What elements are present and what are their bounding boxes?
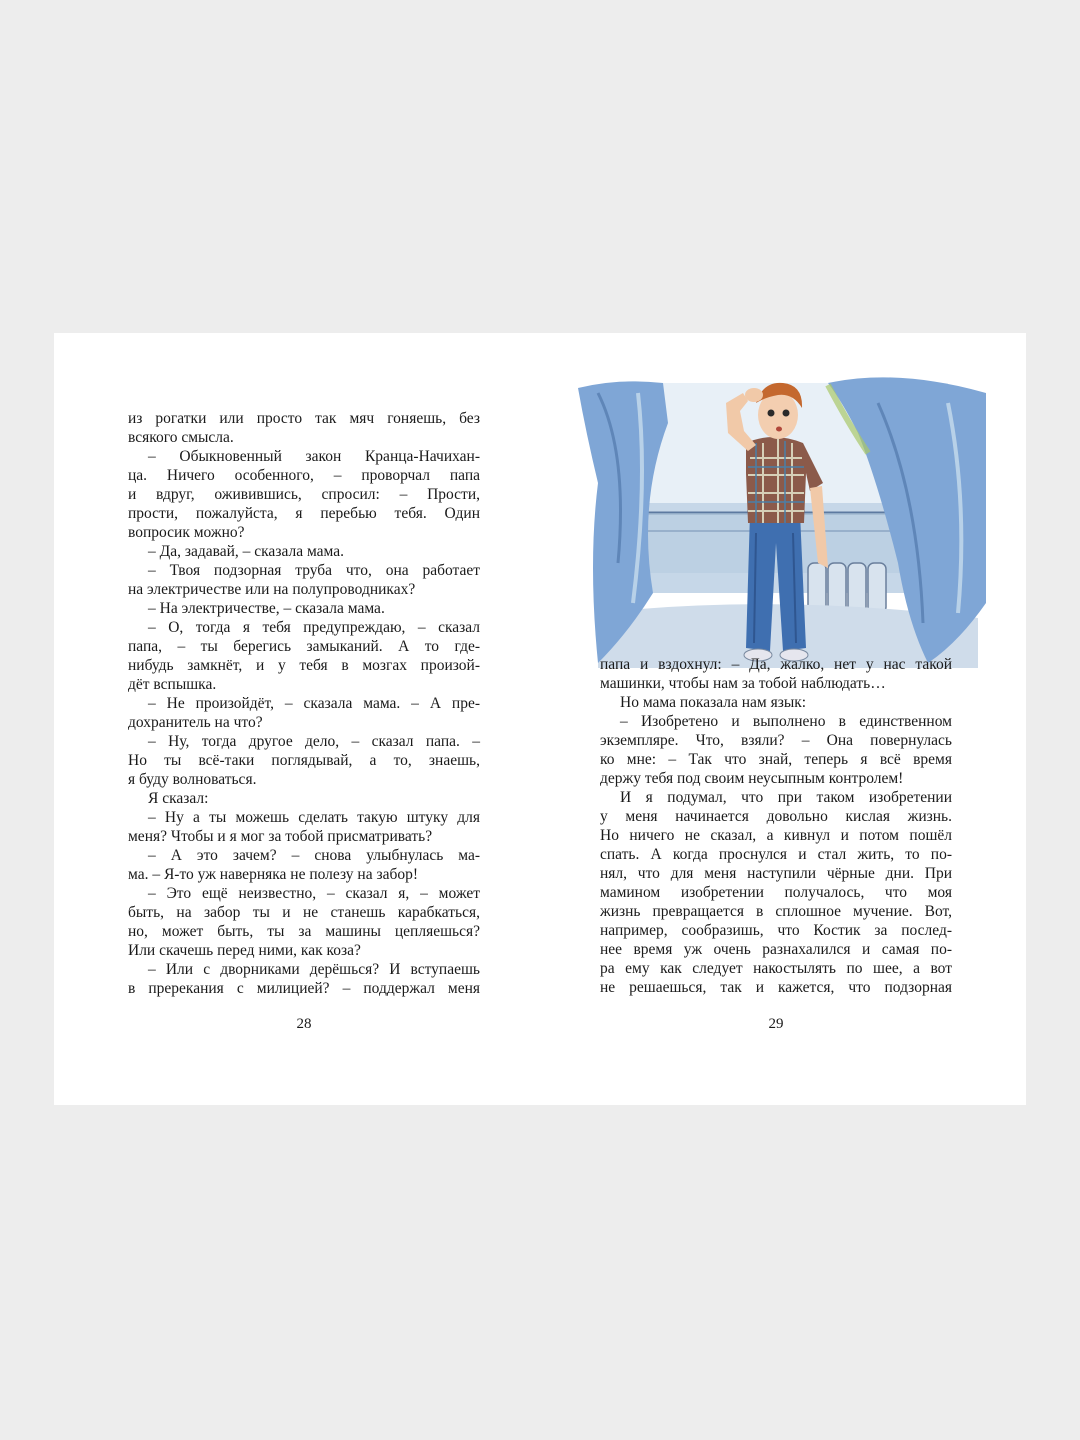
text-line: мамином изобретении получалось, что моя xyxy=(600,884,952,901)
text-line: спать. А когда проснулся и стал жить, то по- xyxy=(600,846,952,863)
left-page-text xyxy=(128,409,480,998)
text-line: но, может быть, ты за машины цепляешься? xyxy=(128,923,480,940)
text-line: например, сообразишь, что Костик за послед- xyxy=(600,922,952,939)
text-line: – На электричестве, – сказала мама. xyxy=(148,600,385,617)
text-line: Я сказал: xyxy=(148,790,209,807)
text-line: – Обыкновенный закон Кранца-Начихан- xyxy=(148,448,480,465)
text-line: – А это зачем? – снова улыбнулась ма- xyxy=(148,847,480,864)
text-line: и вдруг, оживившись, спросил: – Прости, xyxy=(128,486,480,503)
text-line: папа и вздохнул: – Да, жалко, нет у нас такой xyxy=(600,656,952,673)
text-line: – Да, задавай, – сказала мама. xyxy=(148,543,344,560)
text-line: быть, на забор ты и не станешь карабкаться, xyxy=(128,904,480,921)
text-line: нибудь замкнёт, и у тебя в мозгах произой- xyxy=(128,657,480,674)
book-spread xyxy=(54,333,1026,1105)
text-line: у меня начинается довольно кислая жизнь. xyxy=(600,808,952,825)
text-line: – Ну а ты можешь сделать такую штуку для xyxy=(148,809,480,826)
text-line: вопросик можно? xyxy=(128,524,245,541)
text-line: дохранитель на что? xyxy=(128,714,263,731)
text-line: Но мама показала нам язык: xyxy=(620,694,807,711)
text-line: ко мне: – Так что знай, теперь я всё время xyxy=(600,751,952,768)
text-line: – Это ещё неизвестно, – сказал я, – может xyxy=(148,885,480,902)
text-line: папа, – ты берегись замыканий. А то где- xyxy=(128,638,480,655)
text-line: жизнь превращается в сплошное мучение. Вот, xyxy=(600,903,952,920)
text-line: меня? Чтобы и я мог за тобой присматривать? xyxy=(128,828,433,845)
text-line: экземпляре. Что, взяли? – Она повернулась xyxy=(600,732,952,749)
text-line: И я подумал, что при таком изобретении xyxy=(620,789,952,806)
text-line: держу тебя под своим неусыпным контролем! xyxy=(600,770,904,787)
text-line: нее время уж очень разнахалился и самая по- xyxy=(600,941,952,958)
text-line: нял, что для меня наступили чёрные дни. При xyxy=(600,865,952,882)
text-line: из рогатки или просто так мяч гоняешь, без xyxy=(128,410,480,427)
right-page-text xyxy=(600,655,952,997)
text-line: Но ничего не сказал, а кивнул и потом пошёл xyxy=(600,827,952,844)
text-line: я буду волноваться. xyxy=(128,771,257,788)
text-line: всякого смысла. xyxy=(128,429,234,446)
text-line: – Или с дворниками дерёшься? И вступаешь xyxy=(148,961,480,978)
text-line: дёт вспышка. xyxy=(128,676,217,693)
text-line: машинки, чтобы нам за тобой наблюдать… xyxy=(600,675,886,692)
right-page xyxy=(600,333,952,1105)
text-line: не решаешься, так и кажется, что подзорная xyxy=(600,979,952,996)
text-line: прости, пожалуйста, я перебью тебя. Один xyxy=(128,505,480,522)
text-line: на электричестве или на полупроводниках? xyxy=(128,581,416,598)
text-line: ма. – Я-то уж наверняка не полезу на забор! xyxy=(128,866,419,883)
text-line: ца. Ничего особенного, – проворчал папа xyxy=(128,467,480,484)
page-number-left: 28 xyxy=(296,1016,312,1032)
text-line: – О, тогда я тебя предупреждаю, – сказал xyxy=(148,619,480,636)
text-line: – Ну, тогда другое дело, – сказал папа. – xyxy=(148,733,480,750)
text-line: – Твоя подзорная труба что, она работает xyxy=(148,562,480,579)
page-number-right: 29 xyxy=(768,1016,784,1032)
text-line: Но ты всё-таки поглядывай, а то, знаешь, xyxy=(128,752,480,769)
text-line: – Не произойдёт, – сказала мама. – А пре- xyxy=(148,695,480,712)
text-line: в пререкания с милицией? – поддержал меня xyxy=(128,980,480,997)
text-line: – Изобретено и выполнено в единственном xyxy=(620,713,952,730)
text-line: Или скачешь перед ними, как коза? xyxy=(128,942,361,959)
text-line: ра ему как следует накостылять по шее, а вот xyxy=(600,960,952,977)
